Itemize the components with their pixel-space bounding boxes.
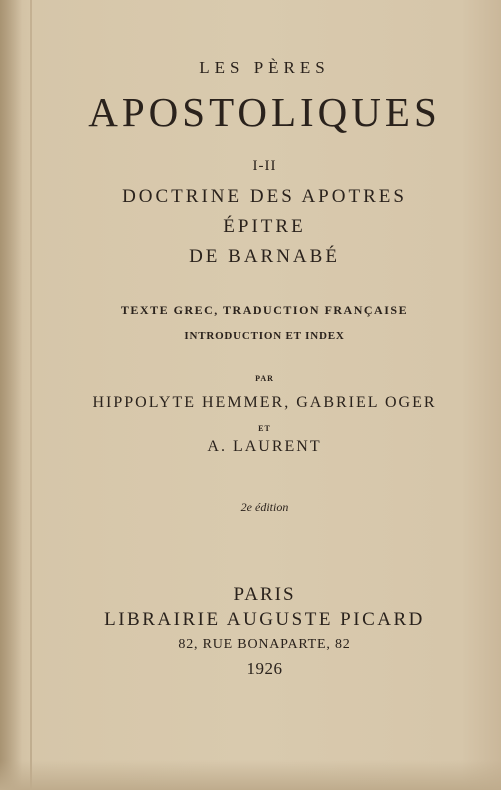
last-author: A. LAURENT: [207, 438, 322, 455]
book-title: APOSTOLIQUES: [88, 89, 441, 135]
description-line-2: INTRODUCTION ET INDEX: [184, 330, 345, 342]
and-label: ET: [258, 424, 271, 433]
publisher-address: 82, RUE BONAPARTE, 82: [178, 637, 351, 652]
authors-line: HIPPOLYTE HEMMER, GABRIEL OGER: [92, 394, 437, 411]
description-line-1: TEXTE GREC, TRADUCTION FRANÇAISE: [120, 303, 409, 317]
subtitle-line-2: ÉPITRE: [223, 216, 306, 237]
edition-note: 2e édition: [240, 500, 289, 514]
series-heading: LES PÈRES: [199, 58, 330, 77]
publisher-name: LIBRAIRIE AUGUSTE PICARD: [104, 609, 425, 630]
subtitle-line-3: DE BARNABÉ: [189, 246, 340, 267]
volume-number: I-II: [252, 158, 277, 174]
by-label: PAR: [255, 374, 274, 383]
publication-city: PARIS: [233, 584, 296, 605]
page-bottom-shadow: [0, 760, 501, 790]
publication-year: 1926: [246, 659, 283, 678]
subtitle-line-1: DOCTRINE DES APOTRES: [122, 186, 407, 207]
